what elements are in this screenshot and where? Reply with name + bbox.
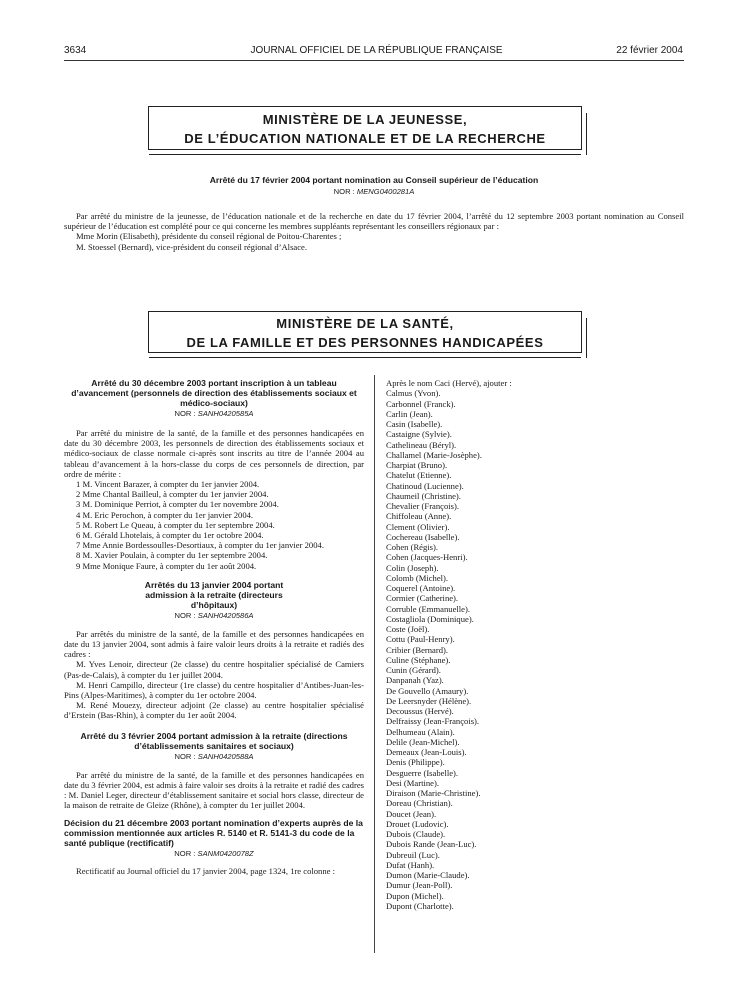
list-item: Carbonnel (Franck).	[386, 398, 456, 409]
page-number: 3634	[64, 45, 87, 56]
list-item: Dubois (Claude).	[386, 829, 446, 839]
list-item: Cathelineau (Béryl).	[386, 439, 457, 450]
decision-body: Rectificatif au Journal officiel du 17 janvier 2004, page 1324, 1re colonne :	[76, 866, 336, 877]
arrete-title: Arrêté du 3 février 2004 portant admission à la retraite (directions d’établissements sanitaires et sociaux)	[80, 730, 348, 751]
names-intro: Après le nom Caci (Hervé), ajouter :	[386, 378, 512, 388]
list-item: Cunin (Gérard).	[386, 665, 441, 675]
arrete-title: Arrêté du 30 décembre 2003 portant inscription à un tableau d’avancement (personnels de direction des établissements sociaux et médico-sociaux)	[71, 378, 357, 408]
arrete-title: Arrêté du 17 février 2004 portant nomination au Conseil supérieur de l’éducation	[209, 175, 539, 185]
list-item: Cohen (Régis).	[386, 542, 439, 552]
list-item: Dubreuil (Luc).	[386, 849, 440, 860]
list-item: Danpanah (Yaz).	[386, 675, 444, 686]
arrete-body: Par arrêtés du ministre de la santé, de la famille et des personnes handicapées en date du 13 janvier 2004, sont admis à faire valoir leurs droits à la retraite et radiés des cadres : M. Yves Lenoir, directeur (2e classe) du centre hospitalier spécialisé de Camiers (Pas-de-Calais), à compter du 1er juillet 2004. M. Henri Campillo, directeur (1re classe) du centre hospitalier d’Antibes-Juan-les-Pins (Alpes-Maritimes), à compter du 1er octobre 2004. M. René Mouezy, directeur adjoint (2e classe) au centre hospitalier spécialisé d’Erstein (Bas-Rhin), à compter du 1er août 2004.	[64, 628, 364, 721]
ministry-title-line1: MINISTÈRE DE LA SANTÉ,	[276, 316, 454, 331]
list-item: Demeaux (Jean-Louis).	[386, 747, 467, 757]
merit-list	[64, 479, 364, 571]
arrete-body: Par arrêté du ministre de la santé, de la famille et des personnes handicapées en date du 3 février 2004, est admis à faire valoir ses droits à la retraite et radié des cadres : M. Daniel Leger, directeur d’établissement sanitaire et social hors classe, directeur de la maison de retraite de Gleize (Rhône), à compter du 1er juillet 2004.	[64, 769, 364, 811]
list-item: Delhumeau (Alain).	[386, 726, 455, 737]
list-item: Chaumeil (Christine).	[386, 490, 461, 501]
list-item: 7 Mme Annie Bordessoulles-Desortiaux, à compter du 1er janvier 2004.	[76, 540, 324, 551]
nor-reference: NOR : MENG0400281A	[333, 187, 415, 196]
list-item: Charpiat (Bruno).	[386, 460, 448, 470]
arrete-body: Par arrêté du ministre de la santé, de la famille et des personnes handicapées en date du 30 décembre 2003, les personnels de direction des établissements sociaux et médico-sociaux de classe normale ci-après sont inscrits au titre de l’année 2004 au tableau d’avancement à la hors-classe du corps de ces personnels de direction, par ordre de mérite :	[64, 428, 364, 479]
list-item: Calmus (Yvon).	[386, 388, 441, 399]
arrete-title: Arrêtés du 13 janvier 2004 portant admission à la retraite (directeurs d’hôpitaux)	[144, 579, 284, 610]
nor-reference: NOR : SANH0420586A	[174, 610, 254, 620]
list-item: Coquerel (Antoine).	[386, 583, 456, 593]
nor-reference: NOR : SANH0420585A	[174, 409, 254, 418]
ministry-title-line1: MINISTÈRE DE LA JEUNESSE,	[262, 112, 468, 127]
list-item: Denis (Philippe).	[386, 757, 445, 768]
ministry-title-line2: DE LA FAMILLE ET DES PERSONNES HANDICAPÉES	[186, 335, 544, 350]
page-date: 22 février 2004	[616, 45, 683, 56]
list-item: Castaigne (Sylvie).	[386, 429, 452, 440]
list-item: Cormier (Catherine).	[386, 593, 459, 604]
names-list	[386, 388, 686, 911]
list-item: Diraison (Marie-Christine).	[386, 788, 481, 798]
list-item: 5 M. Robert Le Queau, à compter du 1er septembre 2004.	[76, 519, 275, 530]
list-item: Clement (Olivier).	[386, 521, 450, 532]
list-item: Colin (Joseph).	[386, 562, 439, 573]
header-rule	[64, 60, 684, 61]
list-item: Desguerre (Isabelle).	[386, 767, 459, 778]
list-item: Desi (Martine).	[386, 777, 439, 788]
list-item: Costagliola (Dominique).	[386, 613, 474, 624]
list-item: Dumon (Marie-Claude).	[386, 870, 470, 880]
list-item: Carlin (Jean).	[386, 408, 433, 419]
list-item: 3 M. Dominique Perriot, à compter du 1er novembre 2004.	[76, 499, 279, 510]
right-column	[386, 378, 686, 911]
list-item: Chiffoleau (Anne).	[386, 511, 452, 522]
list-item: Cottu (Paul-Henry).	[386, 634, 455, 645]
list-item: Dupon (Michel).	[386, 890, 444, 901]
list-item: Decoussus (Hervé).	[386, 706, 454, 716]
nor-reference: NOR : SANM0420078Z	[174, 849, 254, 859]
list-item: Cochereau (Isabelle).	[386, 531, 460, 542]
list-item: Delile (Jean-Michel).	[386, 736, 460, 747]
list-item: Coste (Joël).	[386, 624, 430, 634]
list-item: 1 M. Vincent Barazer, à compter du 1er janvier 2004.	[76, 479, 260, 490]
list-item: Chatelut (Etienne).	[386, 470, 452, 481]
list-item: Challamel (Marie-Josèphe).	[386, 449, 482, 460]
ministry-box-education	[148, 106, 582, 150]
list-item: Chatinoud (Lucienne).	[386, 480, 464, 491]
list-item: Cribier (Bernard).	[386, 644, 449, 655]
arrete-body: Par arrêté du ministre de la jeunesse, de l’éducation nationale et de la recherche en date du 17 février 2004, l’arrêté du 12 septembre 2003 portant nomination au Conseil supérieur de l’éducation est complété pour ce qui concerne les membres suppléants représentant les conseillers régionaux par : Mme Morin (Elisabeth), présidente du conseil régional de Poitou-Charentes ; M. Stoessel (Bernard), vice-président du conseil régional d’Alsace.	[64, 211, 684, 252]
journal-title: JOURNAL OFFICIEL DE LA RÉPUBLIQUE FRANÇAISE	[250, 45, 503, 56]
list-item: 6 M. Gérald Lhotelais, à compter du 1er octobre 2004.	[76, 530, 264, 541]
left-column	[64, 378, 364, 877]
list-item: 4 M. Eric Perochon, à compter du 1er janvier 2004.	[76, 509, 254, 520]
list-item: Chevalier (François).	[386, 501, 460, 511]
list-item: 8 M. Xavier Poulain, à compter du 1er septembre 2004.	[76, 550, 268, 561]
nor-reference: NOR : SANH0420588A	[174, 751, 254, 761]
list-item: Dumur (Jean-Poll).	[386, 880, 453, 891]
list-item: Doucet (Jean).	[386, 808, 437, 819]
column-divider	[374, 375, 375, 953]
list-item: Colomb (Michel).	[386, 572, 449, 583]
ministry-title-line2: DE L’ÉDUCATION NATIONALE ET DE LA RECHERCHE	[184, 131, 546, 146]
list-item: Drouet (Ludovic).	[386, 818, 449, 829]
list-item: Dupont (Charlotte).	[386, 900, 454, 911]
list-item: De Leersnyder (Hélène).	[386, 695, 472, 706]
list-item: Cohen (Jacques-Henri).	[386, 552, 468, 563]
list-item: Casin (Isabelle).	[386, 419, 443, 429]
list-item: Dubois Rande (Jean-Luc).	[386, 839, 477, 850]
list-item: Dufat (Hanh).	[386, 859, 435, 870]
list-item: Culine (Stéphane).	[386, 654, 451, 665]
list-item: Corruble (Emmanuelle).	[386, 603, 470, 614]
list-item: 9 Mme Monique Faure, à compter du 1er août 2004.	[76, 560, 257, 571]
decision-title: Décision du 21 décembre 2003 portant nomination d’experts auprès de la commission mentionnée aux articles R. 5140 et R. 5141-3 du code de la santé publique (rectificatif)	[64, 818, 363, 849]
list-item: De Gouvello (Amaury).	[386, 685, 469, 696]
ministry-box-health	[148, 311, 582, 353]
list-item: Delfraissy (Jean-François).	[386, 716, 480, 727]
list-item: Doreau (Christian).	[386, 798, 453, 809]
list-item: 2 Mme Chantal Bailleul, à compter du 1er janvier 2004.	[76, 489, 269, 500]
